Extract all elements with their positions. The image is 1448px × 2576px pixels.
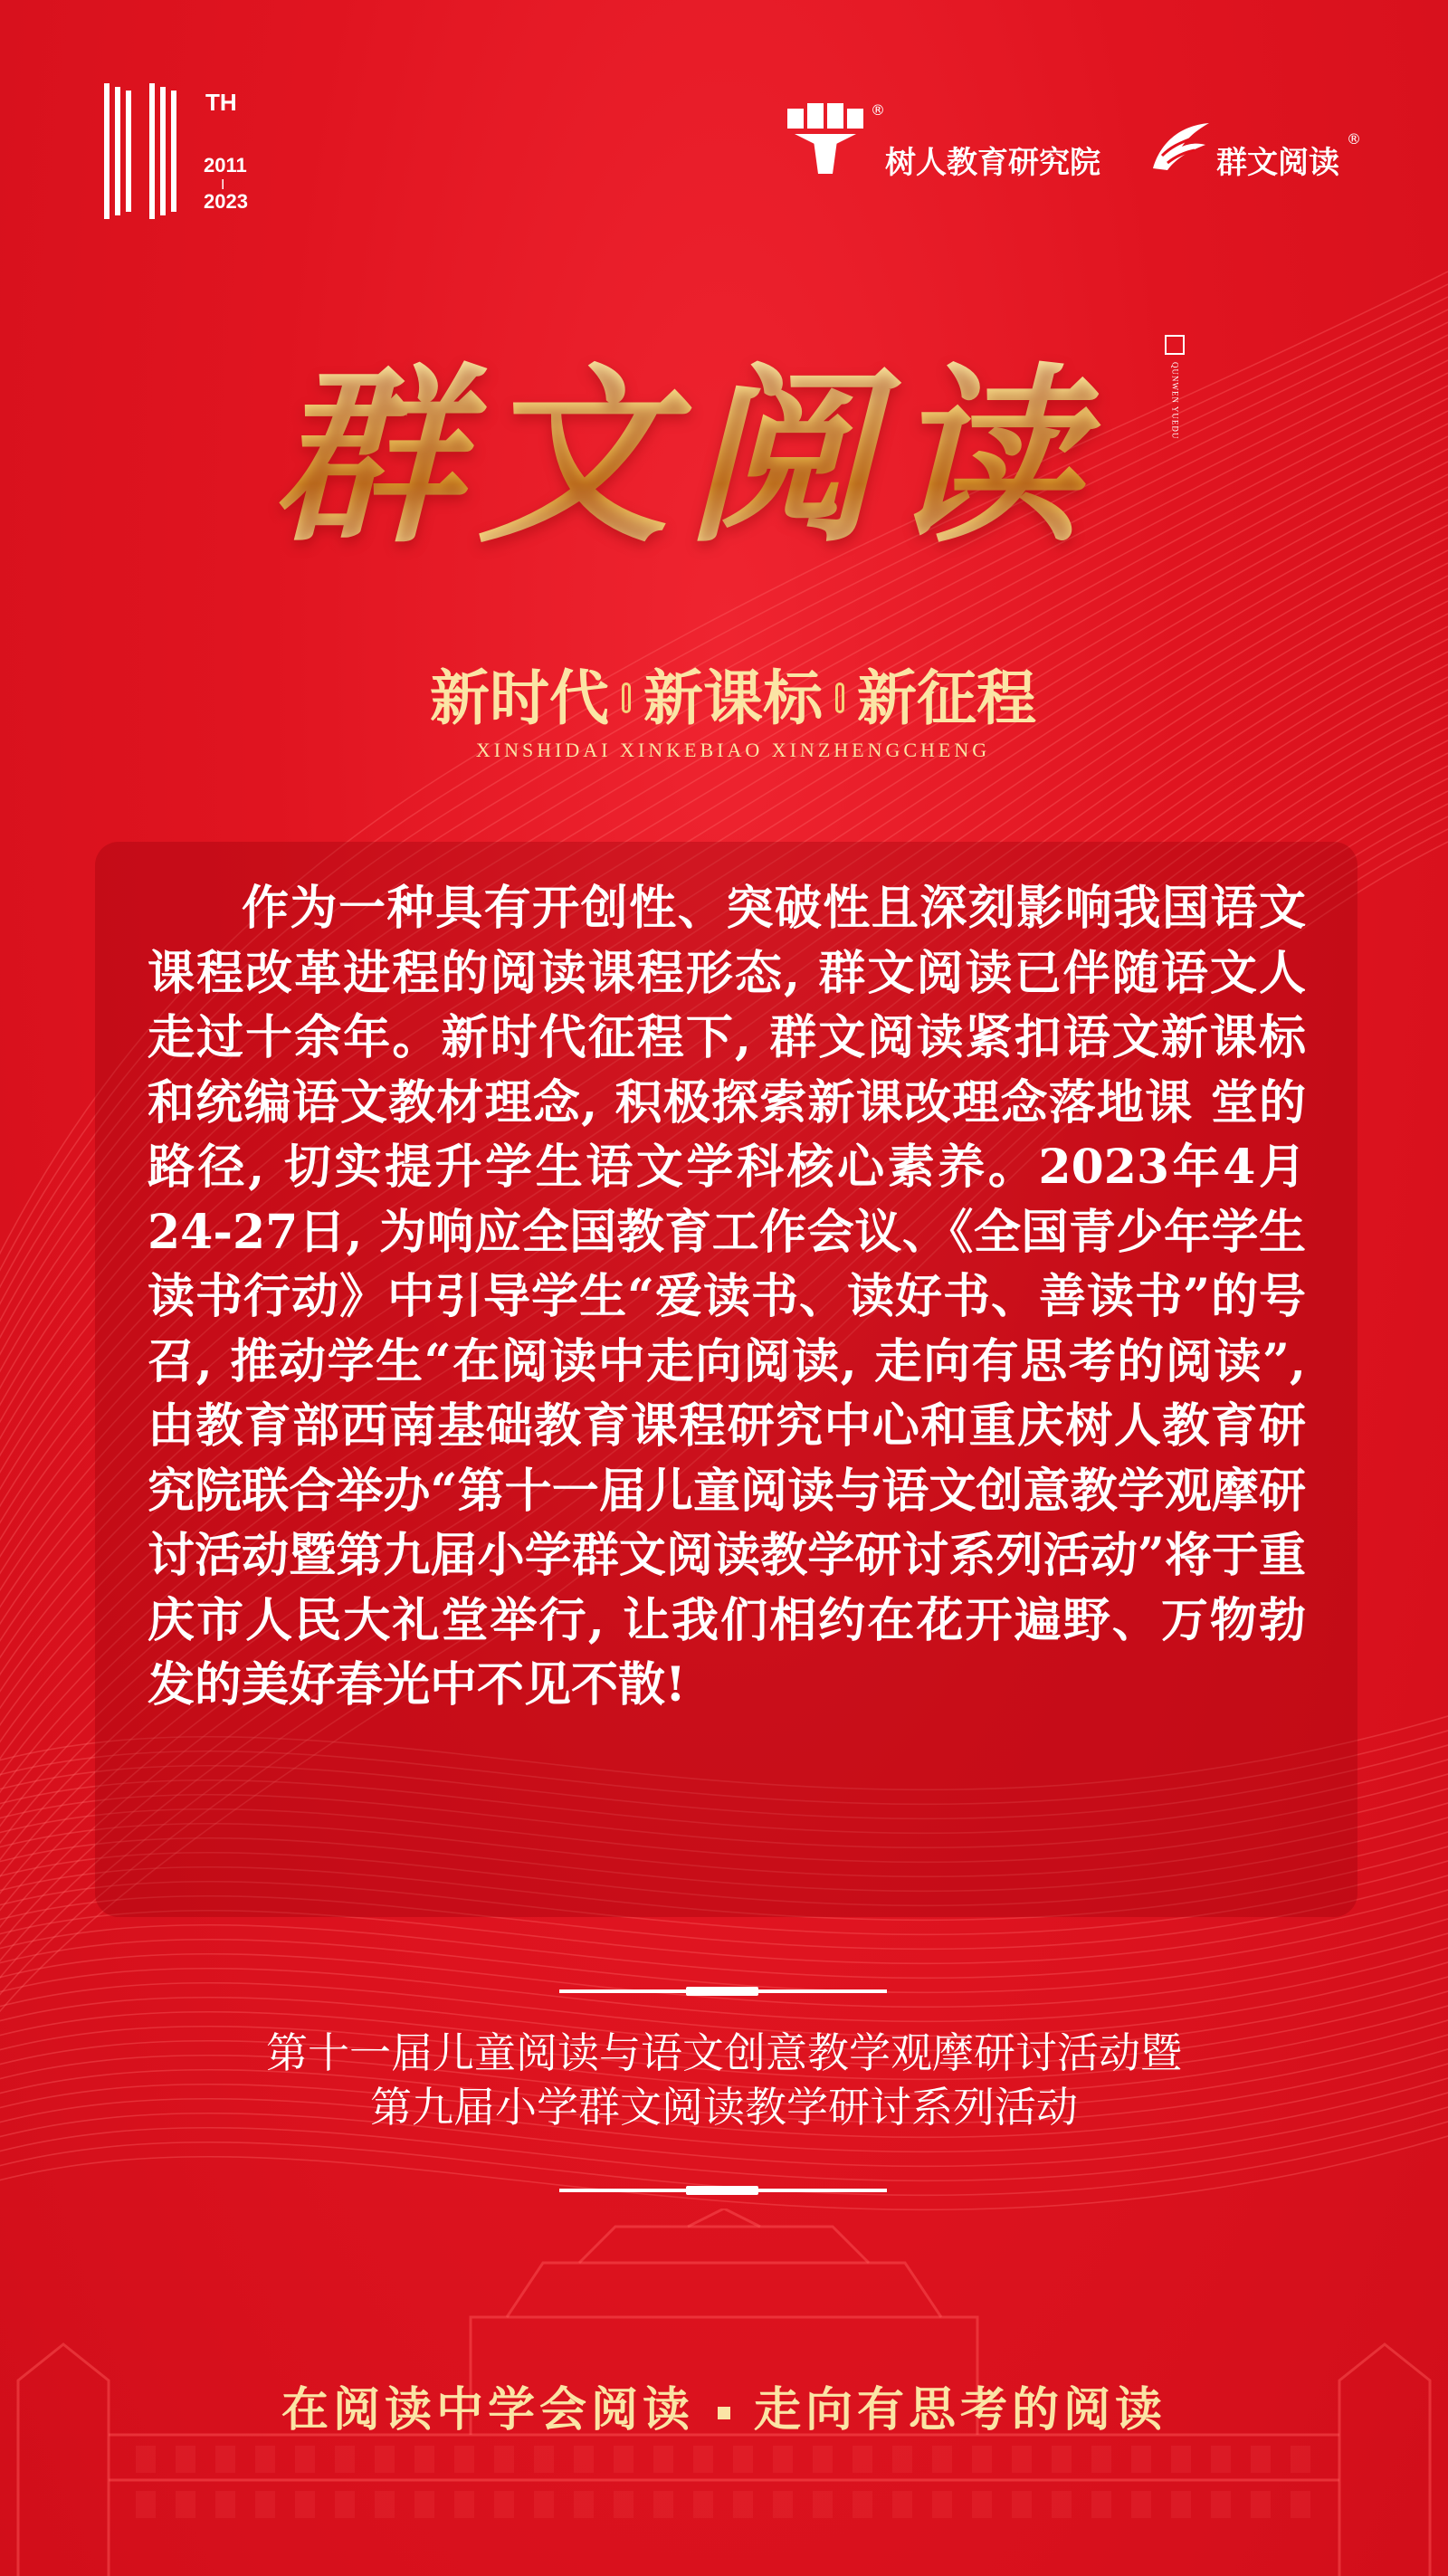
registered-mark: ® bbox=[871, 101, 885, 119]
brand-name: 群文阅读 bbox=[1216, 145, 1339, 181]
shuren-institute-logo bbox=[786, 101, 1120, 183]
square-bullet-icon bbox=[718, 2407, 730, 2419]
divider-line-bottom bbox=[559, 2189, 887, 2192]
eleven-bars-icon bbox=[104, 83, 195, 219]
event-title bbox=[90, 2026, 1358, 2134]
divider-line-top bbox=[559, 1989, 887, 1993]
badge-year-end: 2023 bbox=[204, 190, 248, 213]
seal-icon bbox=[1165, 335, 1185, 355]
slogan-part-1: 新时代 bbox=[430, 663, 609, 733]
hero-title: 群文阅读 bbox=[272, 321, 1158, 593]
book-wing-logo-icon bbox=[1149, 119, 1213, 174]
slogan-part-2: 新课标 bbox=[643, 663, 823, 733]
badge-separator: I bbox=[221, 177, 225, 193]
registered-mark: ® bbox=[1347, 130, 1361, 148]
vertical-label-text: QUNWEN YUEDU bbox=[1170, 362, 1180, 440]
slogan bbox=[326, 652, 1140, 733]
event-title-line-1: 第十一届儿童阅读与语文创意教学观摩研讨活动暨 bbox=[266, 2028, 1182, 2077]
slogan-divider-icon bbox=[835, 682, 844, 713]
badge-year-start: 2011 bbox=[204, 154, 247, 177]
footer-slogan-left: 在阅读中学会阅读 bbox=[281, 2383, 694, 2438]
slogan-part-3: 新征程 bbox=[857, 663, 1036, 733]
intro-paragraph: 作为一种具有开创性、突破性且深刻影响我国语文课程改革进程的阅读课程形态, 群文阅读已伴随语文人走过十余年。新时代征程下, 群文阅读紧扣语文新课标和统编语文教材理念, 积极探索新课改理念落地课 堂的路径, 切实提升学生语文学科核心素养。2023年4月24-27日, 为响应全国教育工作会议、《全国青少年学生读书行动》中引导学生“爱读书、读好书、善读书”的号召, 推动学生“在阅读中走向阅读, 走向有思考的阅读”, 由教育部西南基础教育课程研究中心和重庆树人教育研究院联合举办“第十一届儿童阅读与语文创意教学观摩研讨活动暨第九届小学群文阅读教学研讨系列活动”将于重庆市人民大礼堂举行, 让我们相约在花开遍野、万物勃发的美好春光中不见不散! bbox=[148, 881, 1306, 1713]
footer-slogan bbox=[90, 2371, 1358, 2439]
institute-name: 树人教育研究院 bbox=[885, 145, 1100, 181]
tree-logo-icon bbox=[786, 101, 876, 177]
intro-panel bbox=[95, 842, 1358, 1917]
slogan-divider-icon bbox=[622, 682, 631, 713]
qunwen-brand-logo bbox=[1149, 119, 1367, 183]
event-title-line-2: 第九届小学群文阅读教学研讨系列活动 bbox=[370, 2083, 1078, 2132]
slogan-pinyin: XINSHIDAI XINKEBIAO XINZHENGCHENG bbox=[475, 739, 991, 761]
badge-suffix: TH bbox=[205, 89, 237, 116]
vertical-seal-label bbox=[1157, 335, 1193, 480]
footer-slogan-right: 走向有思考的阅读 bbox=[754, 2383, 1167, 2438]
anniversary-badge bbox=[104, 83, 267, 228]
